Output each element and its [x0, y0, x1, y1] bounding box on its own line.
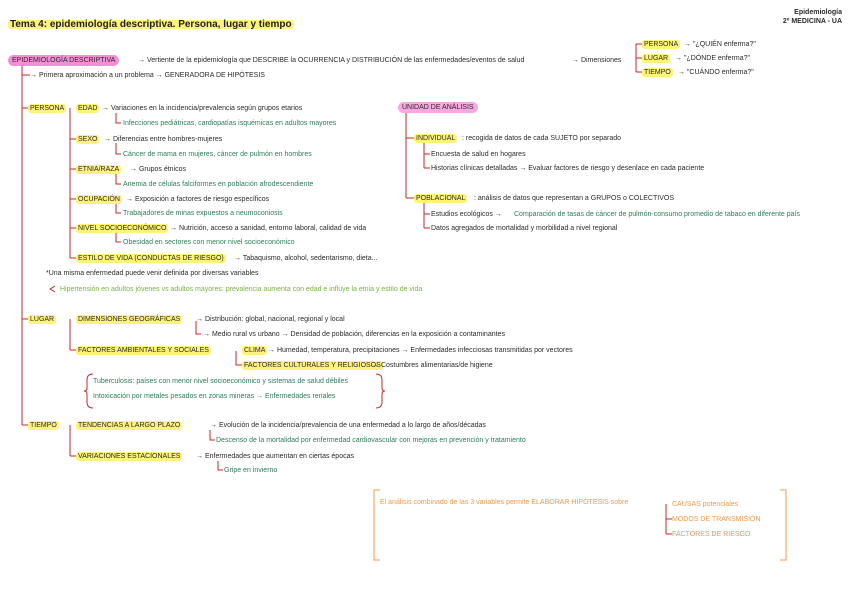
tendencias-label: TENDENCIAS A LARGO PLAZO — [78, 422, 181, 429]
estilo-vida-label: ESTILO DE VIDA (CONDUCTAS DE RIESGO) — [78, 255, 224, 262]
variaciones-label: VARIACIONES ESTACIONALES — [78, 453, 181, 460]
root-concept: EPIDEMIOLOGÍA DESCRIPTIVA — [8, 55, 119, 66]
persona-note-example: Hipertensión en adultos jóvenes vs adultos mayores: prevalencia aumenta con edad e influye la etnia y estilo de vida — [60, 286, 423, 293]
sexo-label: SEXO — [78, 136, 98, 143]
approach-text: → Primera aproximación a un problema → GENERADORA DE HIPÓTESIS — [30, 72, 265, 79]
poblacional-desc: : análisis de datos que representan a GRUPOS o COLECTIVOS — [474, 195, 674, 202]
edad-desc: → Variaciones en la incidencia/prevalencia según grupos etarios — [102, 105, 303, 112]
poblacional-item-1: Estudios ecológicos → — [431, 211, 502, 218]
dim-tiempo-question: → "CUÁNDO enferma?" — [678, 69, 754, 76]
ocupacion-desc: → Exposición a factores de riesgo específicos — [126, 196, 270, 203]
individual-item-2: Historias clínicas detalladas → Evaluar factores de riesgo y desenlace en cada paciente — [431, 165, 705, 172]
geo-desc-2: → Medio rural vs urbano → Densidad de población, diferencias en la exposición a contaminantes — [203, 331, 505, 338]
edad-label: EDAD — [78, 105, 98, 112]
tiempo-heading: TIEMPO — [30, 422, 57, 429]
lugar-heading: LUGAR — [30, 316, 55, 323]
etnia-desc: → Grupos étnicos — [130, 166, 187, 173]
geo-desc: → Distribución: global, nacional, regional y local — [196, 316, 345, 323]
unidad-title: UNIDAD DE ANÁLISIS — [398, 102, 478, 113]
arrow-icon — [50, 286, 55, 292]
clima-desc: → Humedad, temperatura, precipitaciones → Enfermedades infecciosas transmitidas por vectores — [268, 347, 573, 354]
dim-persona: PERSONA — [644, 41, 679, 48]
grade-label: 2º MEDICINA - UA — [782, 18, 842, 25]
variaciones-example: Gripe en invierno — [224, 467, 278, 474]
nivel-socio-label: NIVEL SOCIOECONÓMICO — [78, 225, 167, 232]
clima-label: CLIMA — [244, 347, 266, 354]
ocupacion-label: OCUPACIÓN — [78, 196, 120, 203]
sexo-example: Cáncer de mama en mujeres, cáncer de pulmón en hombres — [123, 151, 312, 158]
nivel-socio-desc: → Nutrición, acceso a sanidad, entorno laboral, calidad de vida — [170, 225, 367, 232]
conclusion-item-2: MODOS DE TRANSMISIÓN — [672, 516, 761, 523]
conclusion-item-3: FACTORES DE RIESGO — [672, 531, 751, 538]
culturales-label: FACTORES CULTURALES Y RELIGIOSOS — [244, 362, 381, 369]
individual-desc: : recogida de datos de cada SUJETO por separado — [462, 135, 622, 142]
etnia-label: ETNIA/RAZA — [78, 166, 120, 173]
dimensiones-geograficas-label: DIMENSIONES GEOGRÁFICAS — [78, 316, 181, 323]
tendencias-desc: → Evolución de la incidencia/prevalencia de una enfermedad a lo largo de años/décadas — [210, 422, 486, 429]
persona-heading: PERSONA — [30, 105, 65, 112]
dimensions-label: → Dimensiones — [572, 57, 622, 64]
poblacional-label: POBLACIONAL — [416, 195, 466, 202]
sexo-desc: → Diferencias entre hombres-mujeres — [104, 136, 223, 143]
dim-lugar-question: → "¿DÓNDE enferma?" — [675, 55, 750, 62]
individual-item-1: Encuesta de salud en hogares — [431, 151, 526, 158]
factores-label: FACTORES AMBIENTALES Y SOCIALES — [78, 347, 209, 354]
lugar-example-2: Intoxicación por metales pesados en zonas mineras → Enfermedades renales — [93, 393, 336, 400]
dim-persona-question: → "¿QUIÉN enferma?" — [684, 41, 756, 48]
dim-tiempo: TIEMPO — [644, 69, 671, 76]
root-definition: → Vertiente de la epidemiología que DESCRIBE la OCURRENCIA y DISTRIBUCIÓN de las enfermedades/eventos de salud — [138, 57, 525, 64]
conclusion-item-1: CAUSAS potenciales — [672, 501, 739, 508]
dim-lugar: LUGAR — [644, 55, 669, 62]
lugar-example-1: Tuberculosis: países con menor nivel socioeconómico y sistemas de salud débiles — [93, 378, 348, 385]
page-title: Tema 4: epidemiología descriptiva. Persona, lugar y tiempo — [10, 19, 292, 30]
variaciones-desc: → Enfermedades que aumentan en ciertas épocas — [196, 453, 354, 460]
tendencias-example: Descenso de la mortalidad por enfermedad cardiovascular con mejoras en prevención y tratamiento — [216, 437, 526, 444]
poblacional-item-2: Datos agregados de mortalidad y morbilidad a nivel regional — [431, 225, 618, 232]
estilo-vida-desc: → Tabaquismo, alcohol, sedentarismo, dieta... — [234, 255, 378, 262]
persona-note: *Una misma enfermedad puede venir definida por diversas variables — [46, 270, 259, 277]
individual-label: INDIVIDUAL — [416, 135, 456, 142]
conclusion-text: El análisis combinado de las 3 variables permite ELABORAR HIPÓTESIS sobre — [380, 499, 629, 506]
etnia-example: Anemia de células falciformes en población afrodescendiente — [123, 181, 314, 188]
course-label: Epidemiología — [794, 9, 842, 16]
ecologicos-example: Comparación de tasas de cáncer de pulmón-consumo promedio de tabaco en diferente país — [514, 211, 801, 218]
edad-example: Infecciones pediátricas, cardiopatías isquémicas en adultos mayores — [123, 120, 337, 127]
ocupacion-example: Trabajadores de minas expuestos a neumoconiosis — [123, 210, 283, 217]
culturales-desc: → Costumbres alimentarias/de higiene — [372, 362, 493, 369]
nivel-socio-example: Obesidad en sectores con menor nivel socioeconómico — [123, 239, 295, 246]
